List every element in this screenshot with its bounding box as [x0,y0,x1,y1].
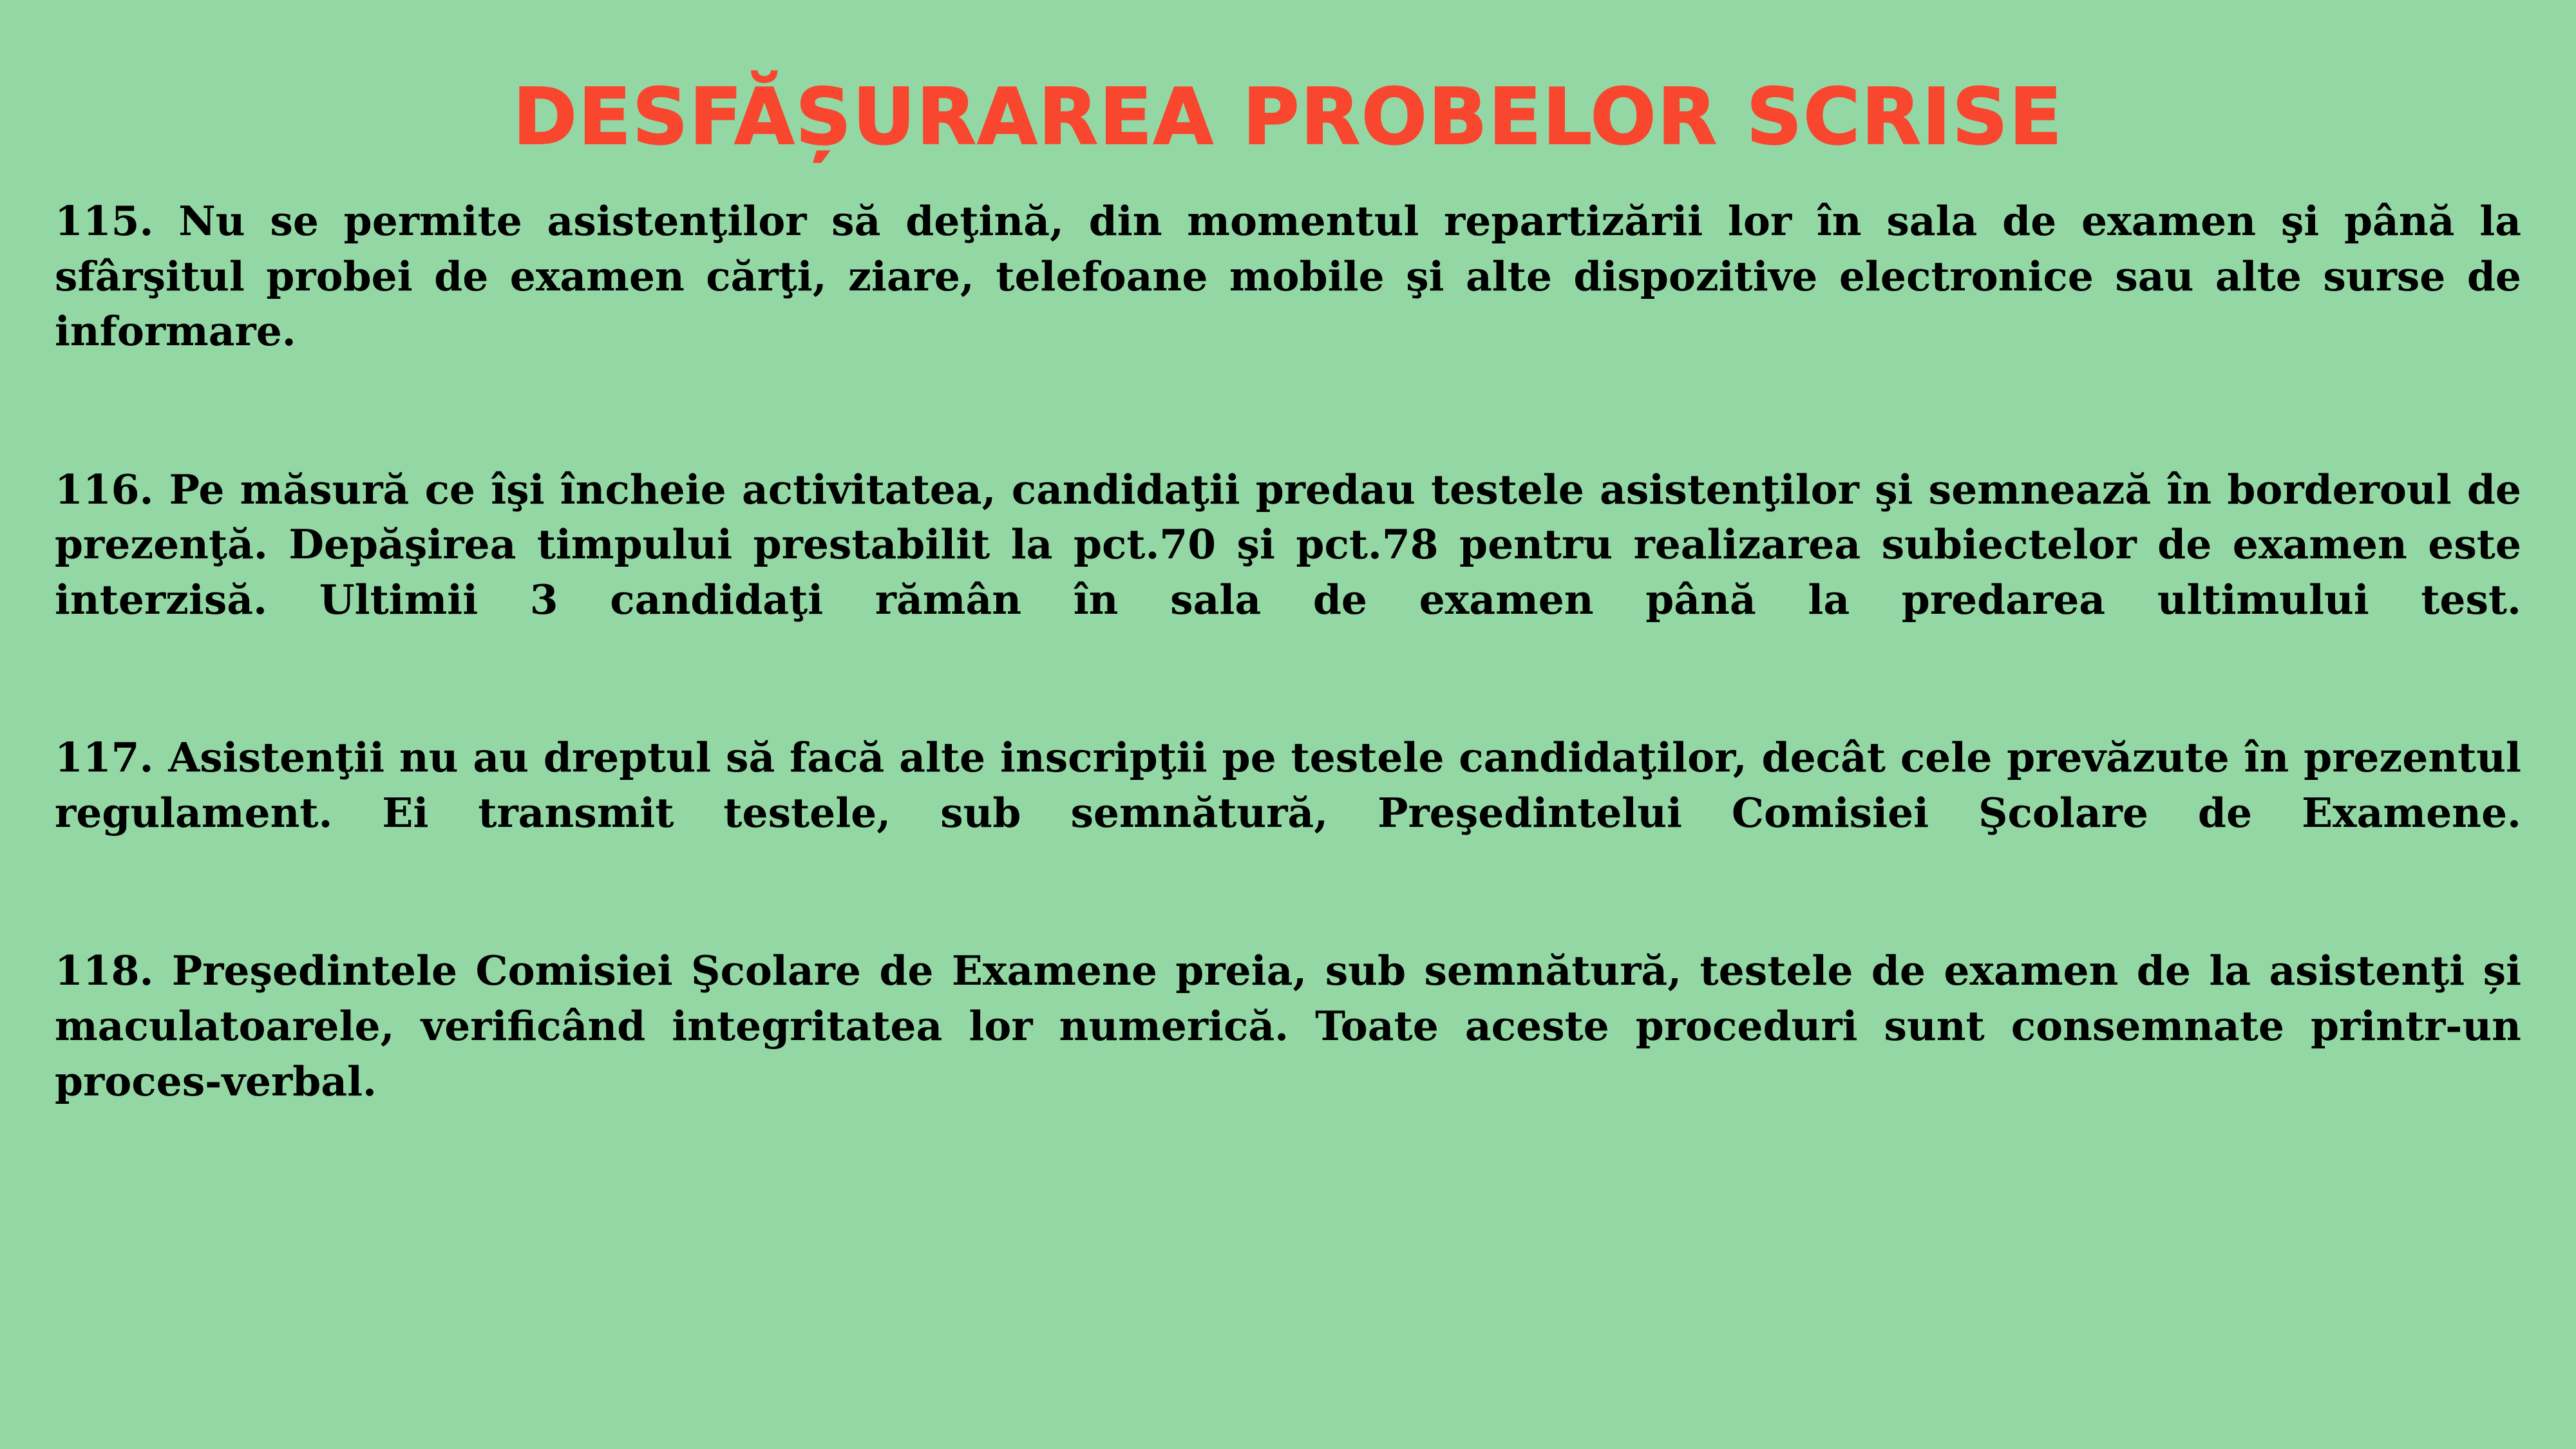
paragraph-116: 116. Pe măsură ce îşi încheie activitatea, candidaţii predau testele asistenţilor şi semnează în borderoul de prezenţă. Depăşirea timpului prestabilit la pct.70 şi pct.78 pentru realizarea subiectelor de examen este interzisă. Ultimii 3 candidaţi rămân în sala de examen până la predarea ultimului test. [55,465,2521,624]
page-title: DESFĂȘURAREA PROBELOR SCRISE [513,73,2063,162]
paragraph-115: 115. Nu se permite asistenţilor să deţină, din momentul repartizării lor în sala de examen şi până la sfârşitul probei de examen cărţi, ziare, telefoane mobile şi alte dispozitive electronice sau alte surse de informare. [55,197,2521,355]
paragraph-117: 117. Asistenţii nu au dreptul să facă alte inscripţii pe testele candidaţilor, decât cele prevăzute în prezentul regulament. Ei transmit testele, sub semnătură, Preşedintelui Comisiei Şcolare de Examene. [55,734,2521,837]
paragraph-118: 118. Preşedintele Comisiei Şcolare de Examene preia, sub semnătură, testele de examen de la asistenţi și maculatoarele, verificând integritatea lor numerică. Toate aceste proceduri sunt consemnate printr-un proces-verbal. [55,947,2521,1105]
